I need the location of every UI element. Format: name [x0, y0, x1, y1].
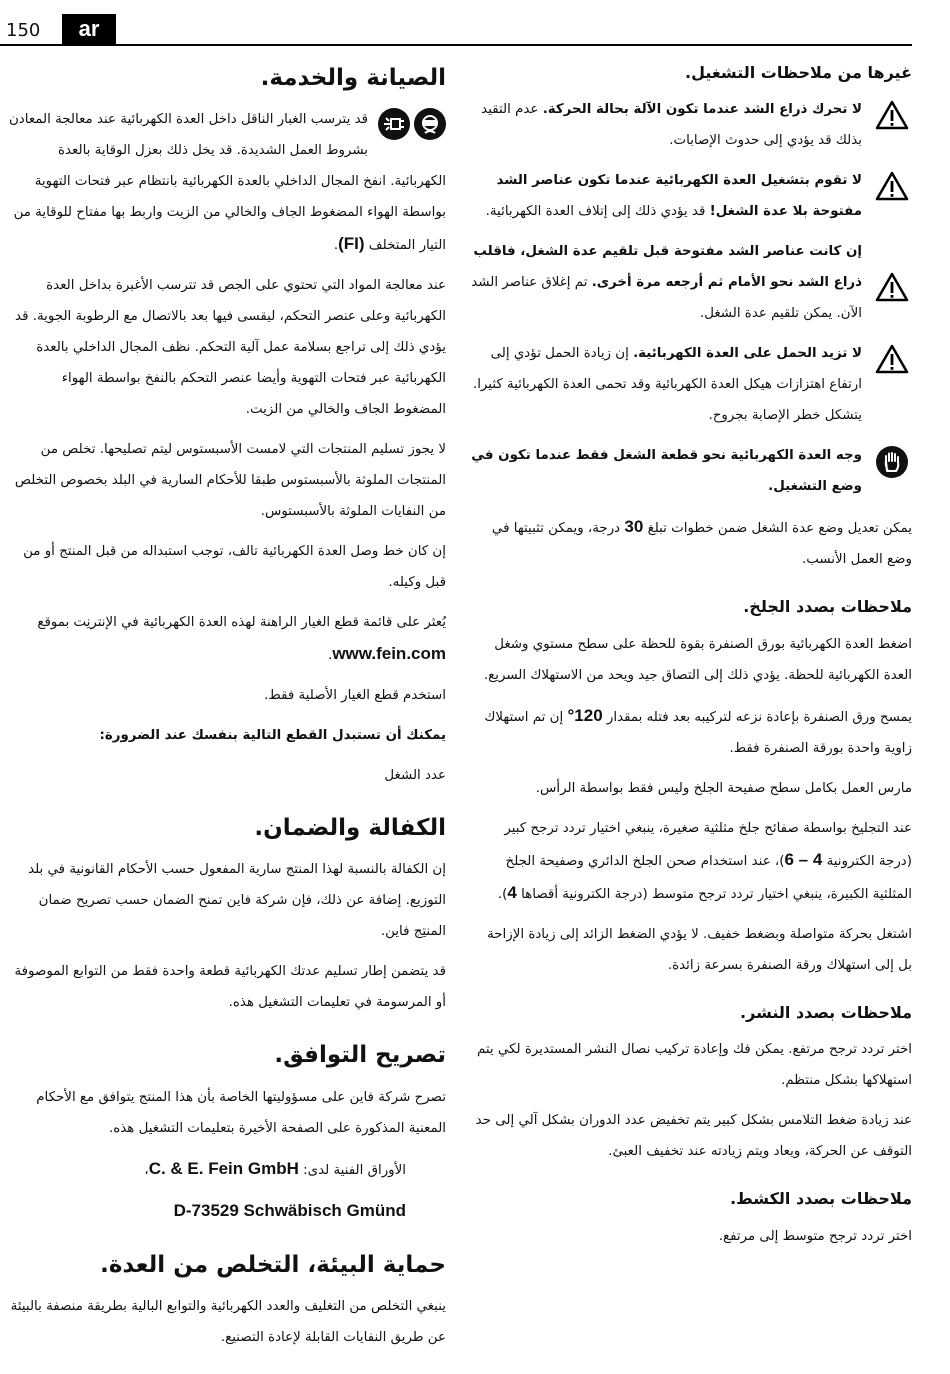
paragraph: اختر تردد ترجح مرتفع. يمكن فك وإعادة تركيب نصال النشر المستديرة لكي يتم استهلاكها بشكل منتظم. [476, 1042, 912, 1089]
heading-conformity: تصريح التوافق. [274, 1042, 446, 1069]
paragraph: تصرح شركة فاين على مسؤوليتها الخاصة بأن هذا المنتج يتوافق مع الأحكام المعنية المذكورة على الصفحة الأخيرة بتعليمات التشغيل هذه. [36, 1089, 446, 1136]
paragraph: يمكنك أن تستبدل القطع التالية بنفسك عند الضرورة: [99, 728, 446, 744]
hand-icon [876, 446, 908, 478]
paragraph: لا يجوز تسليم المنتجات التي لامست الأسبستوس ليتم تصليحها. تخلص من المنتجات الملوثة بالأسبستوس طبقا للأحكام السارية في البلد بخصوص التخلص من النفايات الملوثة بالأسبستوس. [14, 442, 446, 520]
goggles-icon [414, 108, 446, 140]
warning-text: لا تحرك ذراع الشد عندما تكون الآلة بحالة الحركة. عدم التقيد بذلك قد يؤدي إلى حدوث الإصابات. [481, 102, 862, 149]
warning-triangle-icon [875, 171, 909, 201]
warning-text: لا تقوم بتشغيل العدة الكهربائية عندما تكون عناصر الشد مفتوحة بلا عدة الشغل! قد يؤدي ذلك إلى إتلاف العدة الكهربائية. [485, 173, 862, 220]
heading-other-notes: غيرها من ملاحظات التشغيل. [684, 63, 912, 82]
header-rule [0, 44, 912, 46]
notice-text: وجه العدة الكهربائية نحو قطعة الشغل فقط عندما تكون في وضع التشغيل. [471, 448, 862, 495]
warning-triangle-icon [875, 100, 909, 130]
warning-block [470, 94, 912, 156]
paragraph: عند التجليخ بواسطة صفائح جلخ مثلثية صغيرة، ينبغي اختيار تردد ترجح كبير (درجة الكترونية 4 – 6)، عند استخدام صحن الجلخ الدائري وصفيحة الجلخ المثلثية الكبيرة، ينبغي اختيار تردد ترجح متوسط (درجة الكترونية أقصاها 4). [497, 820, 912, 902]
warning-text: لا تزيد الحمل على العدة الكهربائية. إن زيادة الحمل تؤدي إلى ارتفاع اهتزازات هيكل العدة الكهربائية وقد تحمى العدة الكهربائية كثيرا. يتشكل خطر الإصابة بجروح. [472, 346, 862, 424]
adjust-paragraph: يمكن تعديل وضع عدة الشغل ضمن خطوات تبلغ 30 درجة، ويمكن تثبيتها في وضع العمل الأنسب. [491, 517, 912, 568]
paragraph: يُعثر على قائمة قطع الغيار الراهنة لهذه العدة الكهربائية في الإنترنِت بموقع www.fein.com. [37, 615, 446, 664]
warning-block [470, 236, 912, 329]
paragraph: ينبغي التخلص من التغليف والعدد الكهربائية والتوابع البالية بطريقة منصفة بالبيئة عن طريق النفايات القابلة لإعادة التصنيع. [10, 1298, 446, 1345]
plug-icon [378, 108, 410, 140]
fein-website-link[interactable]: www.fein.com [332, 644, 446, 664]
heading-environment: حماية البيئة، التخلص من العدة. [100, 1251, 446, 1278]
warning-triangle-icon [875, 344, 909, 374]
paragraph: يمسح ورق الصنفرة بإعادة نزعه لتركيبه بعد فتله بمقدار 120° إن تم استهلاك زاوية واحدة بورقة الصنفرة فقط. [484, 705, 912, 756]
paragraph: D-73529 Schwäbisch Gmünd [173, 1200, 406, 1220]
paragraph: عند معالجة المواد التي تحتوي على الجص قد تترسب الأغبرة بداخل العدة الكهربائية وعلى عنصر التحكم، ليقسى فيها بعد بالاتصال مع الرطوبة الجوية. قد يؤدي ذلك إلى تراجع بسلامة عمل آلية التحكم. نظف المجال الداخلي بالعدة الكهربائية عبر فتحات التهوية وأيضا عنصر التحكم بالنفخ بواسطة الهواء المضغوط الجاف والخالي من الزيت. [15, 278, 446, 418]
paragraph: مارس العمل بكامل سطح صفيحة الجلخ وليس فقط بواسطة الرأس. [535, 780, 912, 796]
heading-sanding: ملاحظات بصدد الجلخ. [743, 597, 912, 617]
paragraph: إن كان خط وصل العدة الكهربائية تالف، توجب استبداله من قبل المنتج أو من قبل وكيله. [23, 544, 446, 591]
paragraph: الأوراق الفنية لدى: C. & E. Fein GmbH، [144, 1158, 406, 1178]
notice-block [470, 440, 912, 502]
right-column [470, 62, 912, 1261]
page-number: 150 [6, 20, 41, 41]
heading-maintenance: الصيانة والخدمة. [260, 65, 446, 91]
paragraph: اضغط العدة الكهربائية بورق الصنفرة بقوة للحظة على سطح مستوي وشغل العدة الكهربائية للحظة. يؤدي ذلك إلى التصاق جيد ويحد من الاستهلاك السريع. [483, 636, 912, 683]
warning-block [470, 165, 912, 227]
paragraph: اختر تردد ترجح متوسط إلى مرتفع. [718, 1228, 912, 1244]
maintenance-icons [378, 108, 446, 140]
paragraph: إن الكفالة بالنسبة لهذا المنتج سارية المفعول حسب الأحكام القانونية في بلد التوزيع. إضافة عن ذلك، فإن شركة فاين تمنح الضمان حسب تصريح ضمان المنتِج فاين. [28, 862, 446, 940]
heading-warranty: الكفالة والضمان. [254, 815, 446, 842]
heading-scraping: ملاحظات بصدد الكشط. [730, 1189, 912, 1209]
paragraph: استخدم قطع الغيار الأصلية فقط. [264, 688, 446, 704]
paragraph: عند زيادة ضغط التلامس بشكل كبير يتم تخفيض عدد الدوران بشكل آلي إلى حد التوقف عن الحركة، ويعاد ويتم زيادته عند تخفيف العبئ. [475, 1113, 912, 1160]
left-column [6, 62, 446, 1362]
paragraph: قد يترسب الغبار الناقل داخل العدة الكهربائية عند معالجة المعادن بشروط العمل الشديدة. قد يخل ذلك بعزل الوقاية بالعدة الكهربائية. انفخ المجال الداخلي بالعدة الكهربائية بانتظام عبر فتحات التهوية بواسطة الهواء المضغوط الجاف والخالي من الزيت واربط بها مفتاح للوقاية من التيار المتخلف (FI). [8, 112, 446, 254]
warning-block [470, 338, 912, 431]
language-tag: ar [62, 14, 116, 44]
warning-triangle-icon [875, 272, 909, 302]
warning-text: إن كانت عناصر الشد مفتوحة قبل تلقيم عدة الشغل، فاقلب ذراع الشد نحو الأمام ثم أرجعه مرة أخرى. تم إغلاق عناصر الشد الآن. يمكن تلقيم عدة الشغل. [471, 244, 862, 322]
paragraph: عدد الشغل [384, 768, 446, 784]
heading-sawing: ملاحظات بصدد النشر. [740, 1002, 912, 1022]
paragraph: اشتغل بحركة متواصلة وبضغط خفيف. لا يؤدي الضغط الزائد إلى زيادة الإزاحة بل إلى استهلاك ورقة الصنفرة بسرعة زائدة. [487, 926, 912, 973]
paragraph: قد يتضمن إطار تسليم عدتك الكهربائية قطعة واحدة فقط من التوابع الموصوفة أو المرسومة في تعليمات التشغيل هذه. [14, 964, 446, 1011]
